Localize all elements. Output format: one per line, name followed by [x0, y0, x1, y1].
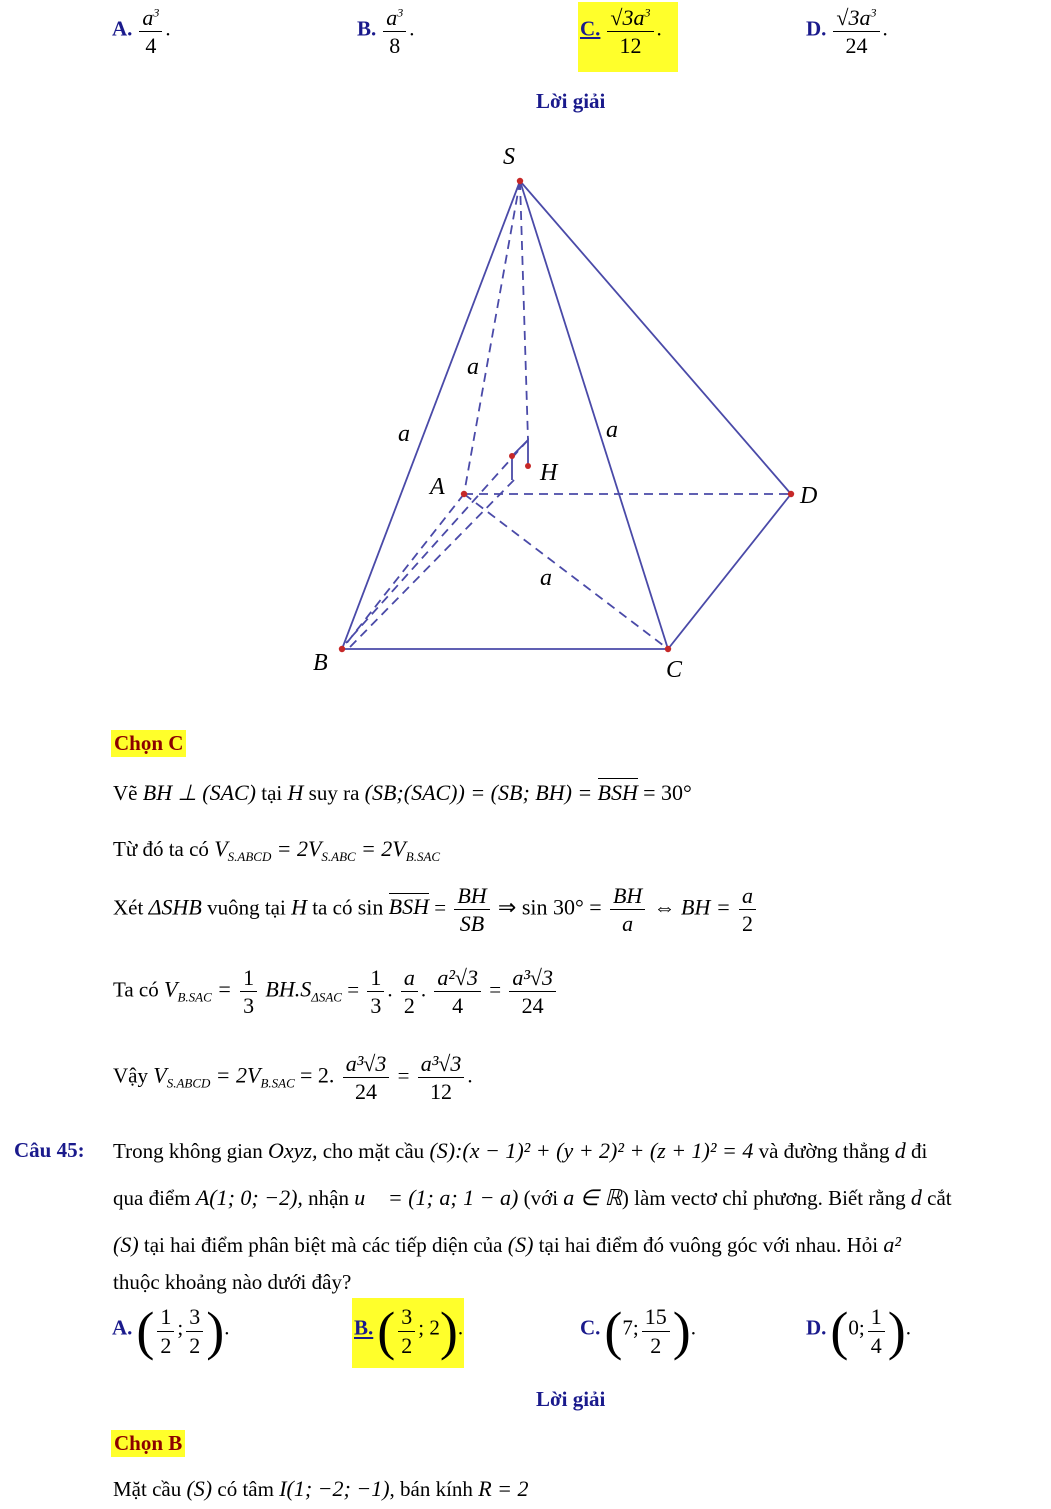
- edge-cd: [668, 494, 791, 649]
- edge-sb: [342, 181, 520, 649]
- q45-option-c: C. (7; $\frac{15}{2}$ ).: [580, 1301, 696, 1361]
- edge-sd: [520, 181, 791, 494]
- q45-solution-title: Lời giải: [536, 1387, 606, 1411]
- q45-answer-choice: Chọn B: [111, 1430, 185, 1457]
- segment-hb: [346, 440, 528, 643]
- point-s-label: S: [503, 144, 515, 170]
- point-b-label: B: [313, 650, 328, 676]
- edge-label-sc: a: [606, 417, 618, 443]
- q44-line-5: Vậy $V_{S.ABCD} = 2V_{B.SAC} = 2$. $\frac{\text{a³√3}}{24}$ = $\frac{\text{a³√3}}{12}$ .: [113, 1051, 473, 1105]
- edge-sa: [464, 181, 520, 494]
- q45-stem-line-1: Trong không gian Oxyz, cho mặt cầu (S):(x − 1)² + (y + 2)² + (z + 1)² = 4 và đường thẳng d đi: [113, 1138, 928, 1163]
- edge-label-sb: a: [398, 421, 410, 447]
- edge-ac: [464, 494, 668, 649]
- q45-option-d: D. (0; $\frac{1}{4}$ ).: [806, 1301, 911, 1361]
- point-h-label: H: [540, 460, 558, 486]
- point-d-label: D: [800, 483, 818, 509]
- q45-option-b: B. ( $\frac{3}{2}$ ; 2).: [354, 1301, 464, 1361]
- q44-answer-choice: Chọn C: [111, 730, 186, 757]
- q44-line-1: Vẽ BH ⊥ (SAC) tại H suy ra (SB;(SAC)) = (SB; BH) = BSH = 30°: [113, 780, 692, 805]
- q45-label: Câu 45:: [14, 1138, 85, 1162]
- edge-ab: [342, 494, 464, 649]
- q44-option-a: A. $\frac{a^3}{4}$ .: [112, 5, 171, 59]
- q44-line-4: Ta có $V_{B.SAC}$ = $\frac{1}{3}$ $BH.S_{\Delta SAC}$ = $\frac{1}{3}$ . $\frac{a}{2}$ . $\frac{\text{a²√3}}{4}$ = $\frac{\text{a³√3}}{24}$: [113, 966, 559, 1017]
- q44-option-c: C. $\frac{√3a^3}{12}$ .: [580, 5, 662, 59]
- q44-solution-title: Lời giải: [536, 89, 606, 113]
- q44-option-d: D. $\frac{√3a^3}{24}$ .: [806, 5, 888, 59]
- q44-option-b: B. $\frac{a^3}{8}$ .: [357, 5, 415, 59]
- q44-line-3: Xét ΔSHB vuông tại H ta có sin BSH = $\frac{BH}{SB}$ ⇒ sin 30° = $\frac{BH}{a}$ ⇔ BH = $\frac{a}{2}$: [113, 884, 759, 935]
- edge-label-ac: a: [540, 565, 552, 591]
- point-a-label: A: [430, 474, 445, 500]
- q44-line-2: Từ đó ta có $V_{S.ABCD} = 2V_{S.ABC} = 2V_{B.SAC}$: [113, 836, 441, 865]
- edge-label-sa: a: [467, 354, 479, 380]
- q45-option-a: A. ( $\frac{1}{2}$ ; $\frac{3}{2}$ ).: [112, 1301, 230, 1361]
- q45-stem-line-3: (S) tại hai điểm phân biệt mà các tiếp diện của (S) tại hai điểm đó vuông góc với nhau. Hỏi a²: [113, 1232, 901, 1257]
- q45-stem-line-2: qua điểm A(1; 0; −2), nhận u⃗ = (1; a; 1 − a) (với a ∈ ℝ) làm vectơ chỉ phương. Biết rằng d cắt: [113, 1185, 952, 1210]
- q45-stem-line-4: thuộc khoảng nào dưới đây?: [113, 1270, 352, 1294]
- segment-sh: [520, 181, 528, 440]
- q45-solution-line-1: Mặt cầu (S) có tâm I(1; −2; −1), bán kính R = 2: [113, 1476, 529, 1501]
- pyramid-figure: [0, 0, 1051, 700]
- point-c-label: C: [666, 657, 683, 683]
